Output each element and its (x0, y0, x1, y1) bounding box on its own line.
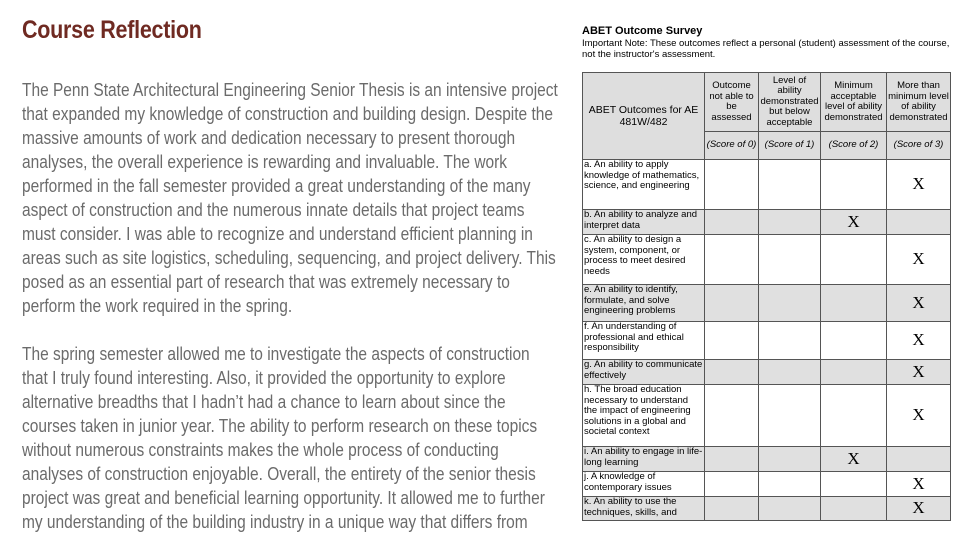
score-cell-1 (759, 447, 821, 472)
score-cell-1 (759, 385, 821, 447)
score-cell-2 (821, 385, 887, 447)
outcome-label: g. An ability to communicate effectively (583, 360, 705, 385)
score-mark: X (887, 497, 951, 521)
score-cell-2 (821, 497, 887, 521)
paragraph-spring: The spring semester allowed me to investigate the aspects of construction that I truly found interesting. Also, it provided the opportunity to explore alternative breadths that I hadn’t had a chance to learn about since the courses taken in junior year. The ability to perform research on these topics without numerous constraints makes the whole process of conducting analyses of construction enjoyable. Overall, the entirety of the senior thesis project was great and beneficial learning opportunity. It allowed me to further my understanding of the building industry in a unique way that differs from (22, 344, 545, 532)
outcome-label: i. An ability to engage in life-long learning (583, 447, 705, 472)
score-cell-0 (705, 385, 759, 447)
score-cell-1 (759, 497, 821, 521)
outcome-row (583, 385, 951, 447)
score-cell-1 (759, 160, 821, 210)
abet-survey (582, 25, 950, 518)
header-outcomes: ABET Outcomes for AE 481W/482 (583, 73, 705, 160)
score-cell-1 (759, 472, 821, 497)
score-mark: X (887, 235, 951, 285)
outcome-label: j. A knowledge of contemporary issues (583, 472, 705, 497)
abet-table (582, 72, 951, 521)
outcome-label: a. An ability to apply knowledge of mathematics, science, and engineering (583, 160, 705, 210)
score-cell-2 (821, 235, 887, 285)
score-mark: X (887, 160, 951, 210)
outcome-label: h. The broad education necessary to understand the impact of engineering solutions in a global and societal context (583, 385, 705, 447)
score-cell-1 (759, 322, 821, 360)
score-label-3: (Score of 3) (887, 132, 951, 160)
score-cell-2 (821, 472, 887, 497)
header-score-1: Level of ability demonstrated but below acceptable (759, 73, 821, 132)
outcome-row (583, 360, 951, 385)
outcome-row (583, 235, 951, 285)
score-cell-0 (705, 285, 759, 322)
outcome-label: f. An understanding of professional and ethical responsibility (583, 322, 705, 360)
outcome-label: c. An ability to design a system, component, or process to meet desired needs (583, 235, 705, 285)
header-score-0: Outcome not able to be assessed (705, 73, 759, 132)
score-label-0: (Score of 0) (705, 132, 759, 160)
score-cell-1 (759, 360, 821, 385)
score-cell-0 (705, 360, 759, 385)
score-cell-0 (705, 160, 759, 210)
score-mark: X (887, 472, 951, 497)
survey-note: Important Note: These outcomes reflect a personal (student) assessment of the course, not the instructor's assessment. (582, 38, 950, 60)
outcome-row (583, 497, 951, 521)
outcome-row (583, 447, 951, 472)
outcome-row (583, 472, 951, 497)
page-title: Course Reflection (22, 16, 202, 44)
score-label-2: (Score of 2) (821, 132, 887, 160)
outcome-row (583, 285, 951, 322)
score-cell-1 (759, 210, 821, 235)
score-cell-2 (821, 360, 887, 385)
score-cell-0 (705, 497, 759, 521)
score-mark: X (887, 285, 951, 322)
score-mark: X (887, 360, 951, 385)
score-cell-2 (821, 160, 887, 210)
outcome-label: k. An ability to use the techniques, skills, and (583, 497, 705, 521)
score-cell-1 (759, 235, 821, 285)
header-score-2: Minimum acceptable level of ability demonstrated (821, 73, 887, 132)
score-cell-2 (821, 285, 887, 322)
header-score-3: More than minimum level of ability demonstrated (887, 73, 951, 132)
survey-title: ABET Outcome Survey (582, 25, 703, 37)
score-cell-0 (705, 322, 759, 360)
score-cell-0 (705, 210, 759, 235)
score-cell-3 (887, 447, 951, 472)
score-cell-0 (705, 447, 759, 472)
score-mark: X (821, 210, 887, 235)
score-cell-3 (887, 210, 951, 235)
outcome-row (583, 210, 951, 235)
outcome-label: b. An ability to analyze and interpret data (583, 210, 705, 235)
score-label-1: (Score of 1) (759, 132, 821, 160)
score-cell-2 (821, 322, 887, 360)
reflection-text (22, 78, 560, 558)
paragraph-fall: The Penn State Architectural Engineering Senior Thesis is an intensive project that expanded my knowledge of construction and building design. Despite the massive amounts of work and dedication necessary to present thorough analyses, the overall experience is rewarding and invaluable. The work performed in the fall semester provided a great understanding of the many aspect of construction and the numerous innate details that project teams must consider. I was able to recognize and understand efficient planning in areas such as site logistics, scheduling, sequencing, and project delivery. This posed as an essential part of research that was extremely necessary to perform the work required in the spring. (22, 80, 558, 316)
score-mark: X (887, 385, 951, 447)
abet-table-body (583, 160, 951, 521)
score-mark: X (821, 447, 887, 472)
score-cell-0 (705, 472, 759, 497)
outcome-row (583, 322, 951, 360)
score-mark: X (887, 322, 951, 360)
score-cell-0 (705, 235, 759, 285)
outcome-row (583, 160, 951, 210)
score-cell-1 (759, 285, 821, 322)
outcome-label: e. An ability to identify, formulate, and solve engineering problems (583, 285, 705, 322)
